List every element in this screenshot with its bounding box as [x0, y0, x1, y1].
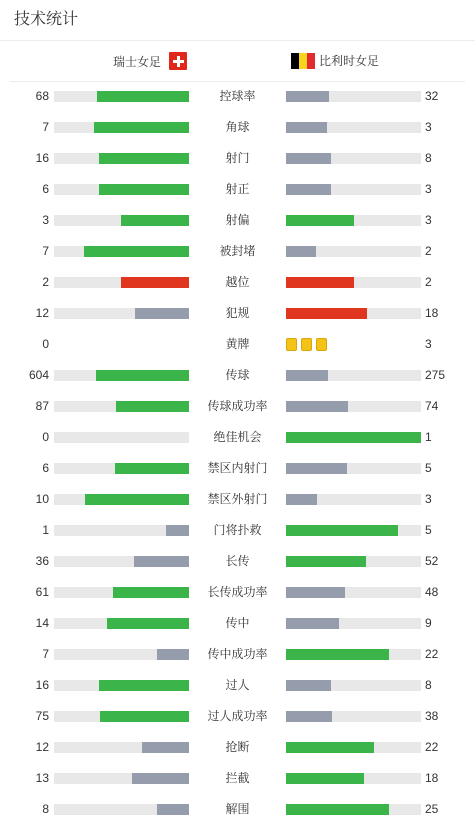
home-bar-track [54, 370, 189, 381]
away-value: 8 [425, 678, 432, 692]
home-value: 10 [35, 492, 49, 506]
stat-label: 绝佳机会 [213, 430, 262, 444]
away-bar-track [286, 184, 421, 195]
stat-label: 长传 [225, 554, 250, 568]
home-bar-track [54, 308, 189, 319]
home-value: 16 [35, 678, 49, 692]
stat-row [0, 329, 475, 360]
home-team-name: 瑞士女足 [112, 54, 161, 69]
away-bar-fill [286, 525, 398, 536]
away-bar-track [286, 773, 421, 784]
belgium-flag-icon [291, 53, 315, 69]
home-bar-fill [99, 680, 189, 691]
away-bar-fill [286, 742, 374, 753]
stat-row [0, 639, 475, 670]
home-bar-fill [142, 742, 189, 753]
yellow-card-icon [316, 338, 327, 351]
home-bar-fill [166, 525, 189, 536]
home-bar-fill [113, 587, 189, 598]
home-value: 6 [42, 182, 49, 196]
stat-row [0, 236, 475, 267]
home-value: 7 [42, 120, 49, 134]
away-bar-fill [286, 494, 317, 505]
away-value: 22 [425, 647, 439, 661]
away-value: 1 [425, 430, 432, 444]
home-bar-fill [121, 277, 189, 288]
away-bar-fill [286, 153, 331, 164]
home-bar-fill [115, 463, 189, 474]
home-value: 6 [42, 461, 49, 475]
away-bar-fill [286, 308, 367, 319]
home-value: 7 [42, 647, 49, 661]
stat-row [0, 391, 475, 422]
home-bar-track [54, 153, 189, 164]
home-bar-track [54, 246, 189, 257]
stat-label: 解围 [225, 802, 250, 816]
stat-row [0, 360, 475, 391]
stat-label: 禁区内射门 [207, 461, 268, 475]
stat-label: 传球 [225, 368, 250, 382]
home-bar-fill [85, 494, 189, 505]
home-value: 75 [35, 709, 49, 723]
home-bar-track [54, 401, 189, 412]
home-bar-fill [157, 649, 189, 660]
away-bar-fill [286, 370, 328, 381]
stat-row [0, 267, 475, 298]
home-bar-fill [157, 804, 189, 815]
away-value: 32 [425, 89, 439, 103]
away-bar-fill [286, 680, 331, 691]
home-bar-track [54, 277, 189, 288]
stat-label: 长传成功率 [207, 585, 268, 599]
home-value: 36 [35, 554, 49, 568]
away-bar-fill [286, 246, 316, 257]
home-bar-fill [94, 122, 189, 133]
away-bar-fill [286, 587, 345, 598]
away-bar-fill [286, 432, 421, 443]
home-bar-track [54, 525, 189, 536]
home-bar-fill [132, 773, 189, 784]
home-bar-track [54, 773, 189, 784]
away-bar-track [286, 618, 421, 629]
home-bar-fill [121, 215, 189, 226]
away-bar-fill [286, 711, 332, 722]
away-bar-track [286, 804, 421, 815]
home-team [113, 52, 187, 70]
home-bar-fill [100, 711, 189, 722]
stat-label: 黄牌 [225, 337, 250, 351]
stat-row [0, 112, 475, 143]
away-value: 25 [425, 802, 439, 816]
stat-row [0, 546, 475, 577]
home-value: 13 [35, 771, 49, 785]
home-bar-fill [84, 246, 189, 257]
away-bar-fill [286, 401, 348, 412]
away-bar-track [286, 494, 421, 505]
away-bar-track [286, 711, 421, 722]
away-bar-fill [286, 215, 354, 226]
home-bar-track [54, 122, 189, 133]
home-bar-track [54, 680, 189, 691]
stat-row [0, 453, 475, 484]
away-bar-track [286, 91, 421, 102]
stat-label: 控球率 [219, 89, 256, 103]
stat-label: 犯规 [225, 306, 250, 320]
away-value: 3 [425, 182, 432, 196]
away-value: 3 [425, 213, 432, 227]
home-value: 68 [35, 89, 49, 103]
stat-label: 射偏 [225, 213, 250, 227]
home-value: 12 [35, 740, 49, 754]
away-bar-track [286, 463, 421, 474]
home-bar-fill [134, 556, 189, 567]
title-divider [0, 40, 475, 41]
home-bar-fill [99, 184, 189, 195]
away-bar-track [286, 277, 421, 288]
away-bar-fill [286, 91, 329, 102]
away-value: 22 [425, 740, 439, 754]
home-bar-fill [135, 308, 189, 319]
home-bar-fill [97, 91, 189, 102]
away-bar-track [286, 742, 421, 753]
home-bar-track [54, 618, 189, 629]
home-bar-fill [96, 370, 189, 381]
away-value: 48 [425, 585, 439, 599]
stat-row [0, 205, 475, 236]
stat-label: 过人 [225, 678, 250, 692]
stat-row [0, 794, 475, 825]
stat-row [0, 174, 475, 205]
away-bar-track [286, 308, 421, 319]
away-bar-fill [286, 804, 389, 815]
away-value: 2 [425, 244, 432, 258]
stat-label: 传中成功率 [207, 647, 268, 661]
away-bar-track [286, 122, 421, 133]
stat-row [0, 701, 475, 732]
away-bar-track [286, 246, 421, 257]
home-value: 0 [42, 337, 49, 351]
stat-row [0, 422, 475, 453]
home-bar-track [54, 184, 189, 195]
home-bar-track [54, 463, 189, 474]
stat-row [0, 298, 475, 329]
away-value: 8 [425, 151, 432, 165]
stat-label: 禁区外射门 [207, 492, 268, 506]
stat-row [0, 670, 475, 701]
page-title: 技术统计 [14, 11, 79, 28]
home-bar-track [54, 804, 189, 815]
home-value: 16 [35, 151, 49, 165]
away-bar-track [286, 680, 421, 691]
home-bar-fill [107, 618, 189, 629]
away-value: 2 [425, 275, 432, 289]
stat-row [0, 81, 475, 112]
stat-row [0, 763, 475, 794]
away-team-name: 比利时女足 [319, 54, 380, 68]
stat-label: 门将扑救 [213, 523, 262, 537]
stat-row [0, 515, 475, 546]
away-bar-fill [286, 556, 366, 567]
home-bar-track [54, 556, 189, 567]
stat-label: 拦截 [225, 771, 250, 785]
yellow-card-icon [286, 338, 297, 351]
stat-row [0, 577, 475, 608]
stat-label: 抢断 [225, 740, 250, 754]
away-value: 18 [425, 771, 439, 785]
away-team [291, 52, 379, 69]
stat-row [0, 484, 475, 515]
away-bar-fill [286, 618, 339, 629]
away-value: 74 [425, 399, 439, 413]
stat-label: 被封堵 [219, 244, 256, 258]
away-value: 5 [425, 523, 432, 537]
stat-label: 角球 [225, 120, 250, 134]
away-bar-track [286, 556, 421, 567]
home-value: 3 [42, 213, 49, 227]
away-value: 3 [425, 120, 432, 134]
away-bar-fill [286, 122, 327, 133]
away-bar-track [286, 401, 421, 412]
away-value: 5 [425, 461, 432, 475]
away-value: 3 [425, 492, 432, 506]
home-value: 2 [42, 275, 49, 289]
stats-list [0, 81, 475, 825]
home-bar-fill [99, 153, 189, 164]
stat-row [0, 732, 475, 763]
stat-label: 传中 [225, 616, 250, 630]
home-bar-track [54, 432, 189, 443]
stat-row [0, 608, 475, 639]
away-value: 3 [425, 337, 432, 351]
stat-label: 过人成功率 [207, 709, 268, 723]
stat-row [0, 143, 475, 174]
stat-label: 射门 [225, 151, 250, 165]
home-bar-track [54, 587, 189, 598]
switzerland-flag-icon [169, 52, 187, 70]
stat-label: 越位 [225, 275, 250, 289]
away-value: 38 [425, 709, 439, 723]
home-bar-track [54, 494, 189, 505]
stat-label: 传球成功率 [207, 399, 268, 413]
home-value: 604 [28, 368, 49, 382]
home-value: 87 [35, 399, 49, 413]
away-bar-track [286, 649, 421, 660]
away-yellow-cards [286, 338, 331, 351]
away-bar-track [286, 432, 421, 443]
yellow-card-icon [301, 338, 312, 351]
home-bar-track [54, 711, 189, 722]
away-bar-track [286, 153, 421, 164]
away-value: 52 [425, 554, 439, 568]
home-bar-track [54, 649, 189, 660]
home-value: 1 [42, 523, 49, 537]
away-bar-fill [286, 649, 389, 660]
stat-label: 射正 [225, 182, 250, 196]
home-bar-fill [116, 401, 189, 412]
home-bar-track [54, 742, 189, 753]
away-bar-fill [286, 463, 347, 474]
away-bar-track [286, 370, 421, 381]
away-bar-fill [286, 184, 331, 195]
away-bar-track [286, 587, 421, 598]
away-value: 275 [425, 368, 446, 382]
home-bar-track [54, 91, 189, 102]
home-value: 61 [35, 585, 49, 599]
home-value: 7 [42, 244, 49, 258]
home-value: 12 [35, 306, 49, 320]
away-bar-track [286, 215, 421, 226]
away-value: 9 [425, 616, 432, 630]
away-bar-track [286, 525, 421, 536]
away-bar-fill [286, 773, 364, 784]
away-bar-fill [286, 277, 354, 288]
home-value: 0 [42, 430, 49, 444]
home-value: 8 [42, 802, 49, 816]
away-value: 18 [425, 306, 439, 320]
home-value: 14 [35, 616, 49, 630]
home-bar-track [54, 215, 189, 226]
teams-header [0, 48, 475, 74]
